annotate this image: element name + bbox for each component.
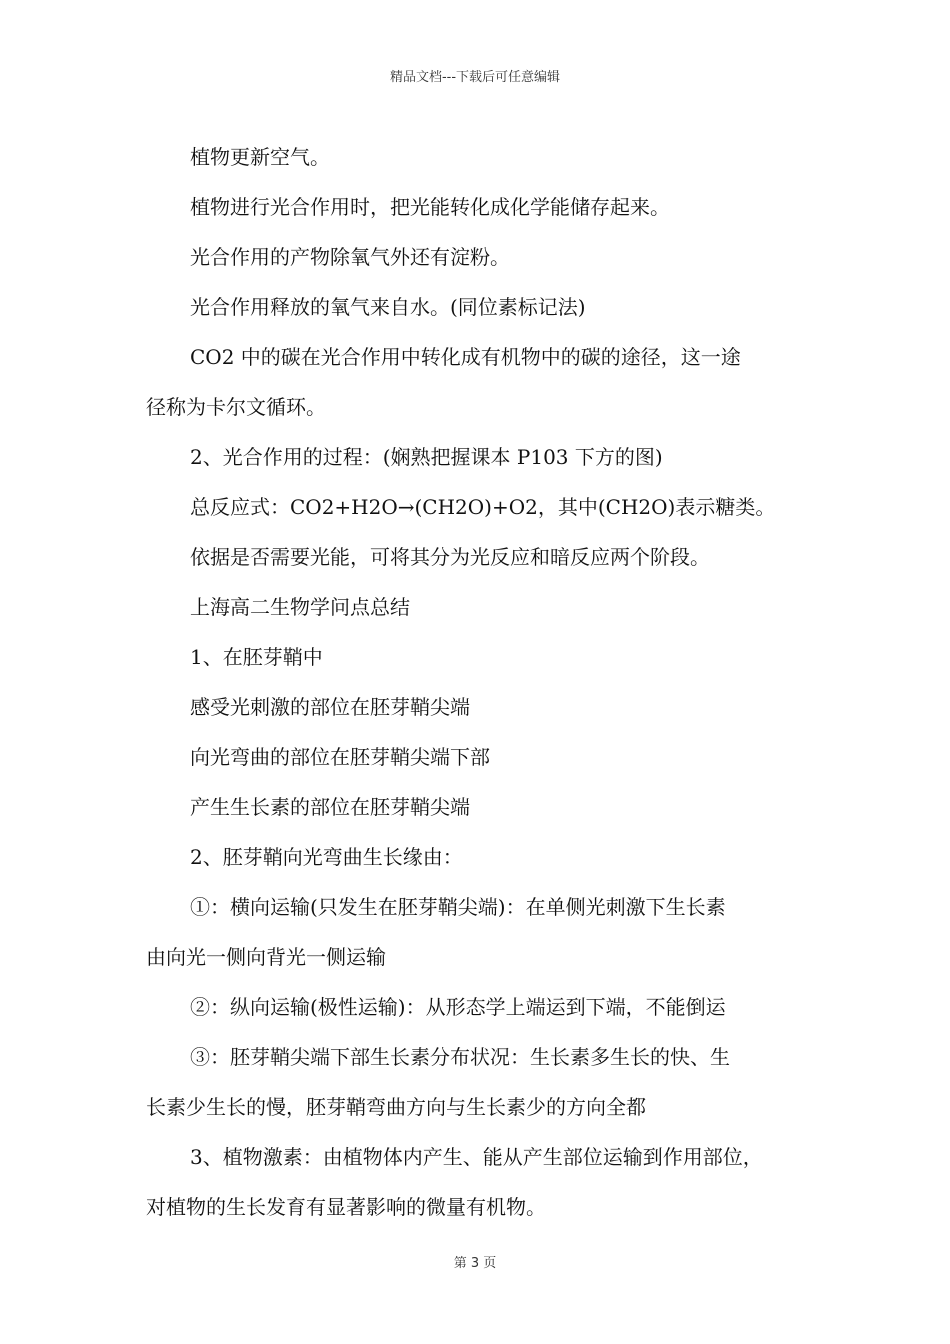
- document-body: [146, 132, 816, 1232]
- paragraph-line: 径称为卡尔文循环。: [146, 395, 326, 419]
- paragraph-line: 总反应式：CO2+H2O→(CH2O)+O2，其中(CH2O)表示糖类。: [190, 495, 776, 519]
- section-heading: 上海高二生物学问点总结: [190, 595, 410, 619]
- paragraph-line: 感受光刺激的部位在胚芽鞘尖端: [190, 695, 470, 719]
- page-header: 精品文档---下载后可任意编辑: [389, 70, 561, 85]
- paragraph-line: 向光弯曲的部位在胚芽鞘尖端下部: [190, 745, 490, 769]
- paragraph-line: ③：胚芽鞘尖端下部生长素分布状况：生长素多生长的快、生: [190, 1045, 730, 1069]
- paragraph-line: ②：纵向运输(极性运输)：从形态学上端运到下端，不能倒运: [190, 995, 726, 1019]
- paragraph-line: 产生生长素的部位在胚芽鞘尖端: [190, 795, 470, 819]
- paragraph-line: 由向光一侧向背光一侧运输: [146, 945, 386, 969]
- paragraph-line: 对植物的生长发育有显著影响的微量有机物。: [146, 1195, 546, 1219]
- paragraph-line: ①：横向运输(只发生在胚芽鞘尖端)：在单侧光刺激下生长素: [190, 895, 726, 919]
- paragraph-line: 3、植物激素：由植物体内产生、能从产生部位运输到作用部位，: [190, 1145, 763, 1169]
- paragraph-line: 光合作用的产物除氧气外还有淀粉。: [190, 245, 510, 269]
- paragraph-line: 植物更新空气。: [190, 145, 330, 169]
- paragraph-line: 植物进行光合作用时，把光能转化成化学能储存起来。: [190, 195, 670, 219]
- paragraph-line: 光合作用释放的氧气来自水。(同位素标记法): [190, 295, 586, 319]
- page-number: 第 3 页: [453, 1256, 497, 1271]
- paragraph-line: 依据是否需要光能，可将其分为光反应和暗反应两个阶段。: [190, 545, 710, 569]
- paragraph-line: 2、光合作用的过程：(娴熟把握课本 P103 下方的图): [190, 445, 663, 469]
- paragraph-line: 2、胚芽鞘向光弯曲生长缘由：: [190, 845, 463, 869]
- paragraph-line: CO2 中的碳在光合作用中转化成有机物中的碳的途径，这一途: [190, 345, 741, 369]
- paragraph-line: 长素少生长的慢，胚芽鞘弯曲方向与生长素少的方向全都: [146, 1095, 646, 1119]
- paragraph-line: 1、在胚芽鞘中: [190, 645, 323, 669]
